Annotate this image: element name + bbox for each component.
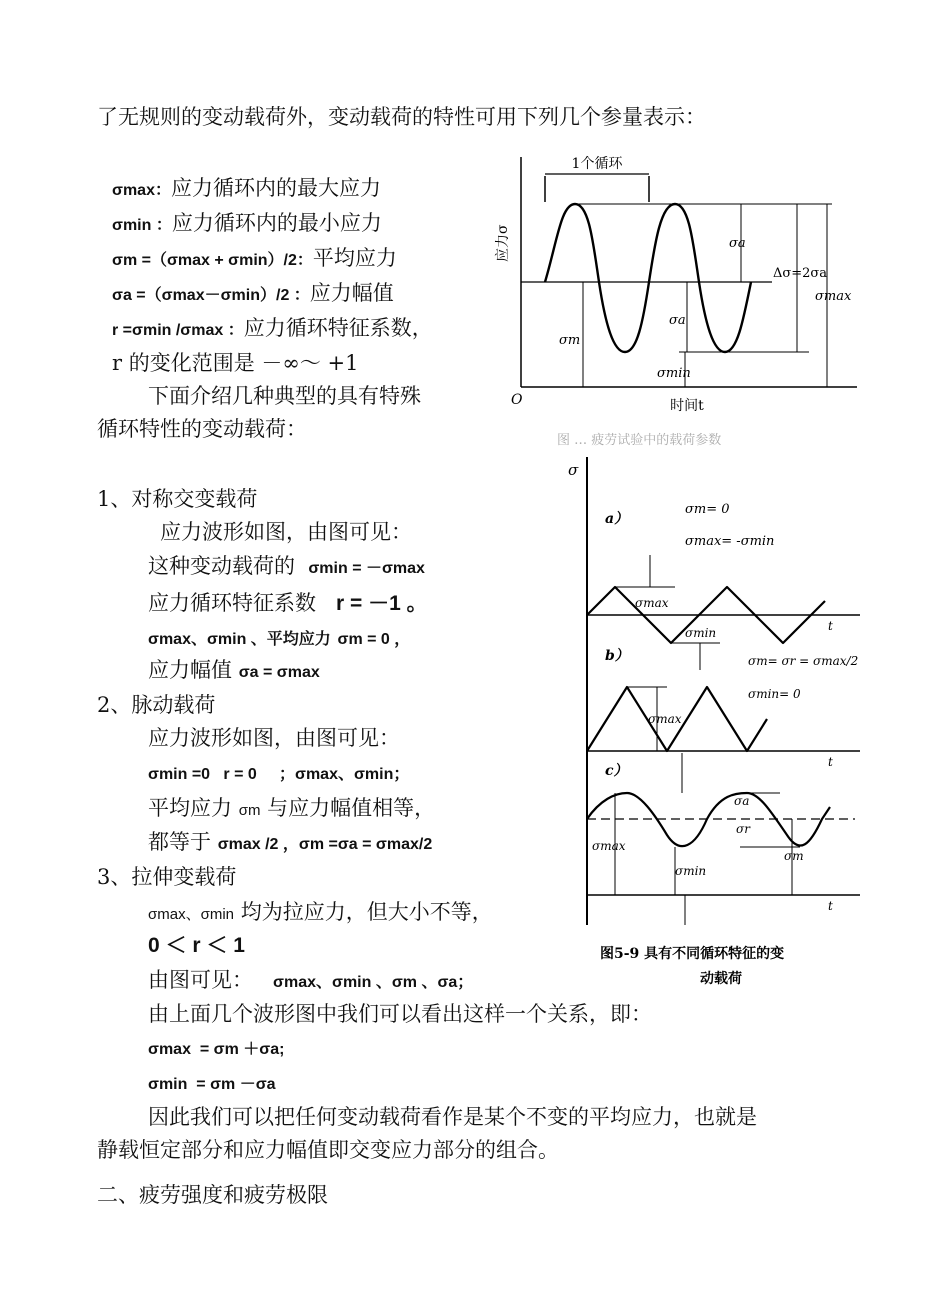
fig1-caption: 图 … 疲劳试验中的载荷参数	[557, 433, 722, 448]
section-2-title: 2、脉动载荷	[97, 693, 216, 717]
cycle-characteristics-figure	[560, 455, 880, 995]
s1l4-text: σmax、σmin 、平均应力	[148, 631, 331, 648]
sm-desc: 平均应力	[312, 246, 397, 270]
lead-line-1: 下面介绍几种典型的具有特殊	[148, 384, 421, 408]
section-1-title: 1、对称交变载荷	[97, 487, 258, 511]
panel-c-sm: σm	[784, 849, 804, 863]
cycle-label: 1个循环	[571, 156, 623, 172]
smax-label: σmax：	[112, 182, 171, 199]
fig2-caption-1: 图5-9 具有不同循环特征的变	[600, 946, 785, 962]
section-1-line-1: 应力波形如图，由图可见：	[160, 520, 412, 544]
fig1-xlabel: 时间t	[670, 398, 704, 414]
fig2-yaxis: σ	[568, 461, 579, 479]
s3l1-sigma: σmax、σmin	[148, 906, 235, 923]
s1l4-formula: σm = 0 ，	[337, 631, 411, 648]
panel-c-t: t	[828, 899, 833, 913]
s1l2-text: 这种变动载荷的	[148, 554, 295, 578]
section-3-title: 3、拉伸变载荷	[97, 865, 237, 889]
panel-a-eq2: σmax= -σmin	[685, 534, 775, 549]
fig2-caption-2: 动载荷	[700, 971, 742, 987]
s1l5-formula: σa = σmax	[238, 664, 320, 681]
section-1-line-5	[148, 657, 320, 686]
fig1-smax: σmax	[815, 289, 852, 304]
panel-a-eq1: σm= 0	[685, 502, 730, 517]
s1l2-formula: σmin = －σmax	[308, 560, 425, 577]
panel-c-label: c）	[605, 763, 628, 779]
section-1-line-4	[148, 624, 410, 653]
s3l1-text: 均为拉应力，但大小不等，	[240, 900, 493, 924]
panel-a-smin: σmin	[685, 626, 717, 640]
panel-c-sr: σr	[736, 822, 750, 836]
s1l3-text: 应力循环特征系数	[148, 591, 316, 615]
panel-a-smax: σmax	[635, 596, 669, 610]
fig1-sa: σa	[729, 236, 746, 251]
section-2-line-2: σmin =0 r = 0 ；σmax、σmin；	[148, 766, 410, 783]
section-1-line-2	[148, 553, 425, 582]
s2l3-text2: 与应力幅值相等，	[267, 796, 436, 820]
intro-text: 了无规则的变动载荷外，变动载荷的特性可用下列几个参量表示：	[97, 105, 706, 129]
section-3-line-1	[148, 899, 493, 928]
panel-b-eq2: σmin= 0	[748, 687, 801, 701]
fig1-origin: O	[511, 392, 523, 408]
conclusion-line-2: 静载恒定部分和应力幅值即交变应力部分的组合。	[97, 1138, 559, 1162]
section-1-line-3	[148, 590, 428, 617]
panel-c-sa: σa	[734, 794, 750, 808]
smax-desc: 应力循环内的最大应力	[170, 176, 381, 200]
s2l3-text: 平均应力	[148, 796, 232, 820]
sa-desc: 应力幅值	[309, 281, 394, 305]
panel-c-smax: σmax	[592, 839, 626, 853]
s3l3-text: 由图可见：	[148, 968, 253, 992]
section-3-line-4: 由上面几个波形图中我们可以看出这样一个关系，即：	[148, 1002, 652, 1026]
section-2-line-3	[148, 795, 435, 824]
panel-a-t: t	[828, 619, 833, 633]
fig1-sa2: σa	[669, 313, 686, 328]
sa-formula: σa =（σmax－σmin）/2 ：	[112, 287, 310, 304]
panel-b-t: t	[828, 755, 833, 769]
param-r	[112, 315, 433, 344]
s1l5-text: 应力幅值	[148, 658, 232, 682]
panel-c-smin: σmin	[675, 864, 707, 878]
s2l4-text: 都等于	[148, 830, 211, 854]
smin-label: σmin ：	[112, 217, 172, 234]
sm-formula: σm =（σmax + σmin）/2：	[112, 252, 313, 269]
fig1-ylabel: 应力σ	[495, 224, 511, 262]
param-smax	[112, 175, 381, 204]
r-range: r 的变化范围是 －∞～ +1	[112, 351, 359, 375]
s1l3-formula: r = －1 。	[336, 592, 428, 615]
panel-b-eq1: σm= σr = σmax/2	[748, 654, 859, 668]
fig1-smin: σmin	[657, 366, 691, 381]
smin-desc: 应力循环内的最小应力	[171, 211, 382, 235]
param-smin	[112, 210, 382, 239]
s2l4-formula: σmax /2 ，σm =σa = σmax/2	[217, 836, 433, 853]
param-sa	[112, 280, 394, 309]
section-3-line-5: σmax = σm ＋σa;	[148, 1041, 285, 1058]
lead-line-2: 循环特性的变动载荷：	[97, 417, 307, 441]
fig1-delta: Δσ=2σa	[773, 266, 828, 281]
next-heading: 二、疲劳强度和疲劳极限	[97, 1183, 328, 1207]
s2l3-sigma: σm	[238, 802, 261, 819]
r-formula: r =σmin /σmax ：	[112, 322, 244, 339]
param-sm	[112, 245, 397, 274]
panel-b-smax: σmax	[648, 712, 682, 726]
panel-a-label: a）	[605, 511, 629, 527]
section-3-line-3	[148, 967, 473, 996]
section-2-line-4	[148, 829, 432, 858]
panel-b-label: b）	[605, 648, 629, 664]
section-3-line-2: 0 ＜ r ＜ 1	[148, 934, 245, 957]
load-parameter-figure	[497, 152, 877, 452]
fig1-sm: σm	[559, 333, 581, 348]
section-3-line-6: σmin = σm －σa	[148, 1076, 276, 1093]
conclusion-line-1: 因此我们可以把任何变动载荷看作是某个不变的平均应力，也就是	[148, 1105, 757, 1129]
r-desc: 应力循环特征系数，	[243, 316, 433, 340]
section-2-line-1: 应力波形如图，由图可见：	[148, 726, 400, 750]
s3l3-formula: σmax、σmin 、σm 、σa；	[273, 974, 474, 991]
